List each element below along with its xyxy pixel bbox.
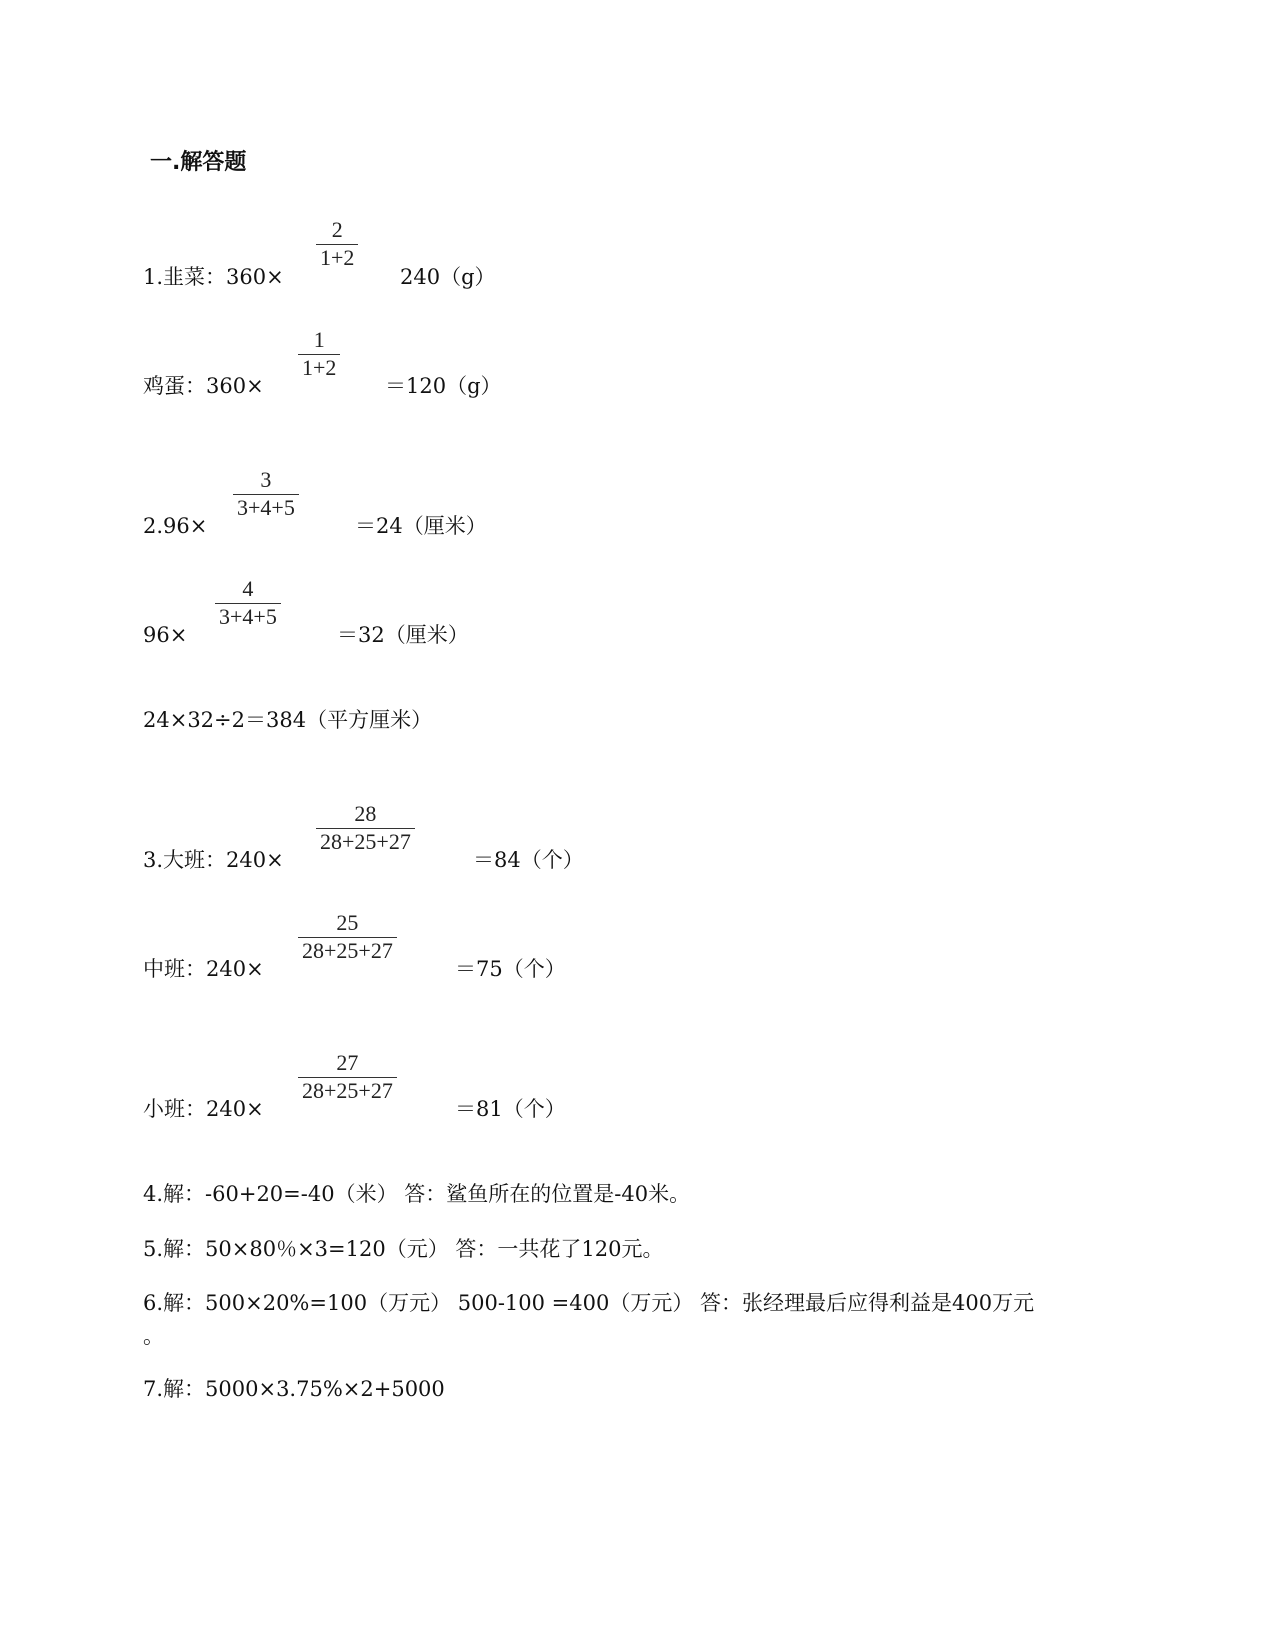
line-p2-area: 24×32÷2＝384（平方厘米）: [143, 708, 433, 732]
line-egg-label: 鸡蛋：360×: [143, 374, 264, 398]
line-p2-first: 2.96×: [143, 514, 208, 538]
line-p2-second-result: ＝32（厘米）: [337, 623, 469, 647]
fraction-numerator: 4: [242, 576, 254, 601]
fraction-egg: [298, 328, 340, 380]
line-chives-result: 240（g）: [400, 265, 496, 289]
line-problem-5: 5.解：50×80％×3=120（元） 答：一共花了120元。: [143, 1237, 664, 1261]
line-problem-7: 7.解：5000×3.75%×2+5000: [143, 1377, 445, 1401]
line-egg-result: ＝120（g）: [385, 374, 502, 398]
line-small-class-result: ＝81（个）: [455, 1097, 566, 1121]
fraction-denominator: 28+25+27: [320, 829, 411, 854]
fraction-numerator: 28: [354, 801, 377, 826]
fraction-numerator: 1: [313, 327, 325, 352]
fraction-denominator: 28+25+27: [302, 938, 393, 963]
fraction-denominator: 1+2: [320, 245, 355, 270]
fraction-numerator: 27: [336, 1050, 359, 1075]
line-middle-class: 中班：240×: [143, 957, 264, 981]
fraction-denominator: 28+25+27: [302, 1078, 393, 1103]
line-problem-4: 4.解：-60+20=-40（米） 答：鲨鱼所在的位置是-40米。: [143, 1182, 691, 1206]
line-middle-class-result: ＝75（个）: [455, 957, 566, 981]
fraction-middle-class: [298, 911, 397, 963]
line-big-class: 3.大班：240×: [143, 848, 284, 872]
line-p2-second: 96×: [143, 623, 188, 647]
fraction-small-class: [298, 1051, 397, 1103]
fraction-denominator: 3+4+5: [219, 604, 277, 629]
fraction-p2-second: [215, 577, 281, 629]
line-big-class-result: ＝84（个）: [473, 848, 584, 872]
line-problem-6-end: 。: [143, 1324, 164, 1348]
fraction-denominator: 3+4+5: [237, 495, 295, 520]
line-small-class: 小班：240×: [143, 1097, 264, 1121]
section-heading: 一.解答题: [150, 150, 247, 175]
fraction-denominator: 1+2: [302, 355, 337, 380]
fraction-numerator: 3: [260, 467, 272, 492]
fraction-chives: [316, 218, 358, 270]
fraction-big-class: [316, 802, 415, 854]
line-problem-6: 6.解：500×20%=100（万元） 500-100 =400（万元） 答：张经理最后应得利益是400万元: [143, 1291, 1035, 1315]
fraction-numerator: 25: [336, 910, 359, 935]
line-p2-first-result: ＝24（厘米）: [355, 514, 487, 538]
fraction-numerator: 2: [331, 217, 343, 242]
fraction-p2-first: [233, 468, 299, 520]
line-chives-label: 1.韭菜：360×: [143, 265, 284, 289]
